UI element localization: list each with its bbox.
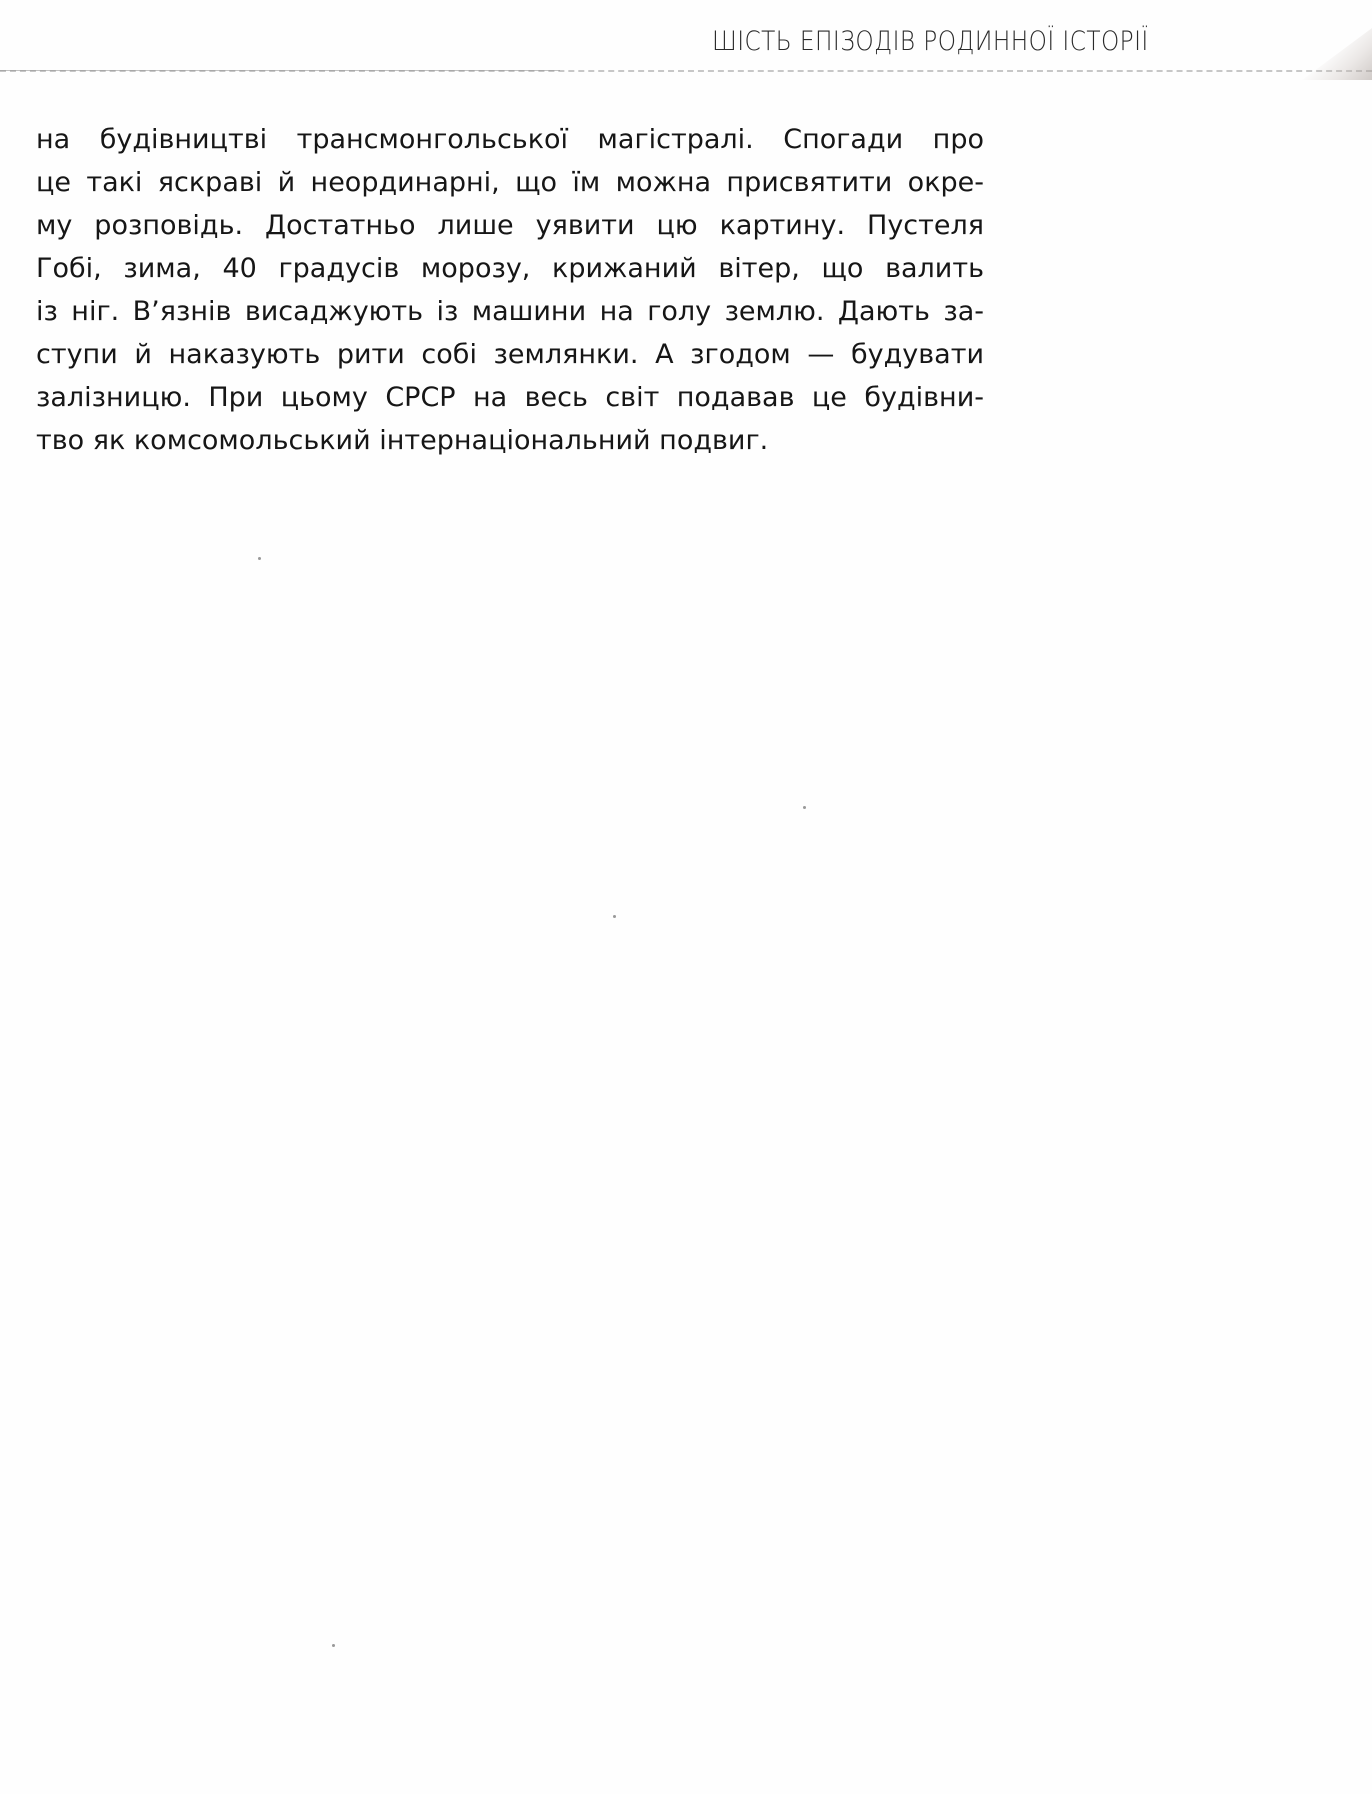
scan-corner-smudge: [1302, 28, 1372, 80]
text-line: із ніг. В’язнів висаджують із машини на голу землю. Дають за-: [36, 296, 984, 327]
text-line: на будівництві трансмонгольської магістралі. Спогади про: [36, 124, 984, 155]
running-header-title: ШІСТЬ ЕПІЗОДІВ РОДИННОЇ ІСТОРІЇ: [712, 26, 1149, 57]
scan-speck: [332, 1644, 335, 1647]
header-rule-segment: [0, 70, 560, 71]
text-line: му розповідь. Достатньо лише уявити цю картину. Пустеля: [36, 210, 984, 241]
text-line: Гобі, зима, 40 градусів морозу, крижаний вітер, що валить: [36, 253, 984, 284]
body-paragraph: [36, 118, 984, 462]
text-line: ступи й наказують рити собі землянки. А згодом — будувати: [36, 339, 984, 370]
text-line: це такі яскраві й неординарні, що їм можна присвятити окре-: [36, 167, 984, 198]
scan-speck: [803, 806, 806, 809]
scan-speck: [258, 557, 261, 560]
text-line-last: тво як комсомольський інтернаціональний подвиг.: [36, 425, 769, 456]
scan-speck: [613, 915, 616, 918]
text-line: залізницю. При цьому СРСР на весь світ подавав це будівни-: [36, 382, 984, 413]
